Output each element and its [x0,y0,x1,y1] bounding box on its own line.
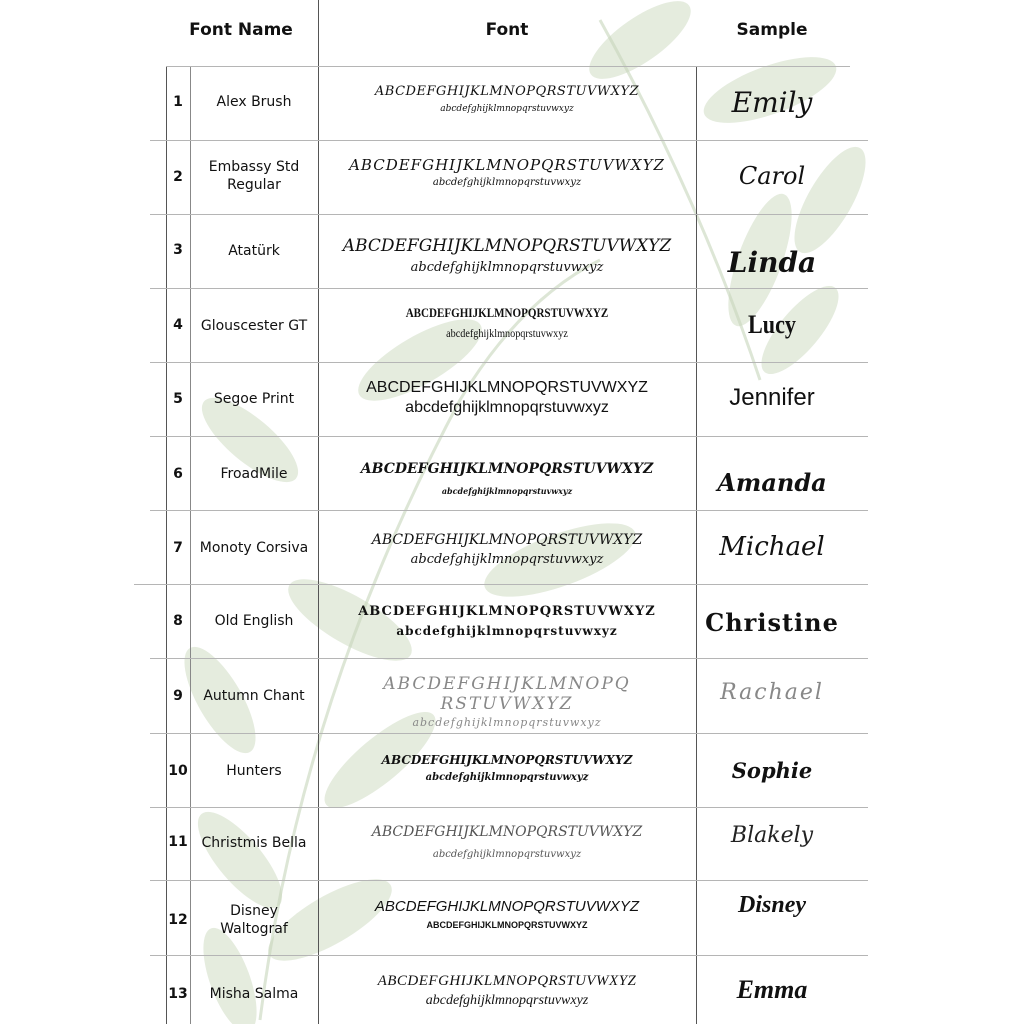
lowercase-sample: abcdefghijklmnopqrstuvwxyz [441,486,573,496]
font-name: FroadMile [220,466,288,482]
uppercase-sample: ABCDEFGHIJKLMNOPQ [383,674,631,694]
font-name: Embassy Std Regular [208,159,300,193]
row-number: 7 [173,540,183,556]
uppercase-sample: ABCDEFGHIJKLMNOPQRSTUVWXYZ [405,305,609,320]
uppercase-sample: ABCDEFGHIJKLMNOPQRSTUVWXYZ [358,604,656,619]
table-row [0,140,1024,214]
name-sample: Blakely [730,823,814,848]
lowercase-sample: abcdefghijklmnopqrstuvwxyz [432,177,582,188]
row-number: 11 [168,834,188,850]
lowercase-sample: abcdefghijklmnopqrstuvwxyz [432,849,582,860]
header-font-name: Font Name [189,20,293,40]
font-name: Disney Waltograf [220,903,288,937]
name-sample: Disney [738,892,806,918]
table-row [0,510,1024,584]
table-row [0,66,1024,140]
font-name: Alex Brush [216,94,292,110]
uppercase-sample: ABCDEFGHIJKLMNOPQRSTUVWXYZ [342,236,672,256]
uppercase-sample: ABCDEFGHIJKLMNOPQRSTUVWXYZ [349,156,665,174]
row-number: 3 [173,242,183,258]
uppercase-sample: ABCDEFGHIJKLMNOPQRSTUVWXYZ [371,532,643,548]
table-row [0,436,1024,510]
name-sample: Emma [736,975,808,1004]
font-name: Glouscester GT [200,318,308,334]
table-row [0,362,1024,436]
row-number: 10 [168,763,188,779]
name-sample: Linda [727,246,817,279]
header-font: Font [485,20,529,40]
table-row [0,658,1024,733]
lowercase-sample: abcdefghijklmnopqrstuvwxyz [410,552,604,567]
uppercase-sample: ABCDEFGHIJKLMNOPQRSTUVWXYZ [377,973,637,989]
row-number: 4 [173,317,183,333]
font-name: Christmis Bella [201,835,307,851]
name-sample: Jennifer [729,384,815,411]
font-name: Hunters [226,763,282,779]
name-sample: Rachael [720,680,824,705]
row-number: 8 [173,613,183,629]
font-name: Autumn Chant [203,688,305,704]
name-sample: Emily [731,86,813,119]
lowercase-sample: abcdefghijklmnopqrstuvwxyz [412,716,602,729]
font-name: Old English [214,613,294,629]
font-name: Atatürk [228,243,280,259]
uppercase-sample: ABCDEFGHIJKLMNOPQRSTUVWXYZ [381,753,633,767]
header-sample: Sample [736,20,808,40]
uppercase-sample: ABCDEFGHIJKLMNOPQRSTUVWXYZ [374,84,640,99]
row-number: 5 [173,391,183,407]
lowercase-sample: abcdefghijklmnopqrstuvwxyz [425,772,589,783]
name-sample: Amanda [717,468,827,497]
row-number: 12 [168,912,188,928]
table-row [0,733,1024,807]
font-name: Monoty Corsiva [199,540,309,556]
row-number: 9 [173,688,183,704]
uppercase-sample: ABCDEFGHIJKLMNOPQRSTUVWXYZ [360,461,654,477]
uppercase-sample-continued: RSTUVWXYZ [440,694,574,714]
lowercase-sample: abcdefghijklmnopqrstuvwxyz [410,260,604,275]
uppercase-sample: ABCDEFGHIJKLMNOPQRSTUVWXYZ [366,379,648,396]
lowercase-sample: abcdefghijklmnopqrstuvwxyz [396,624,618,638]
lowercase-sample: abcdefghijklmnopqrstuvwxyz [405,399,609,416]
lowercase-sample: ABCDEFGHIJKLMNOPQRSTUVWXYZ [426,920,588,930]
table-row [0,880,1024,955]
name-sample: Sophie [731,758,813,783]
lowercase-sample: abcdefghijklmnopqrstuvwxyz [440,104,574,114]
name-sample: Carol [738,162,806,190]
table-row [0,288,1024,362]
table-row [0,955,1024,1024]
name-sample: Christine [705,608,839,637]
row-number: 13 [168,986,188,1002]
row-number: 1 [173,94,183,110]
name-sample: Lucy [748,310,796,339]
table-row [0,807,1024,880]
font-name: Segoe Print [213,391,295,407]
table-row [0,214,1024,288]
lowercase-sample: abcdefghijklmnopqrstuvwxyz [425,993,589,1008]
uppercase-sample: ABCDEFGHIJKLMNOPQRSTUVWXYZ [371,824,643,840]
font-name: Misha Salma [209,986,299,1002]
uppercase-sample: ABCDEFGHIJKLMNOPQRSTUVWXYZ [374,898,640,915]
name-sample: Michael [719,532,825,562]
lowercase-sample: abcdefghijklmnopqrstuvwxyz [446,326,568,340]
row-number: 6 [173,466,183,482]
table-row [0,584,1024,658]
row-number: 2 [173,169,183,185]
